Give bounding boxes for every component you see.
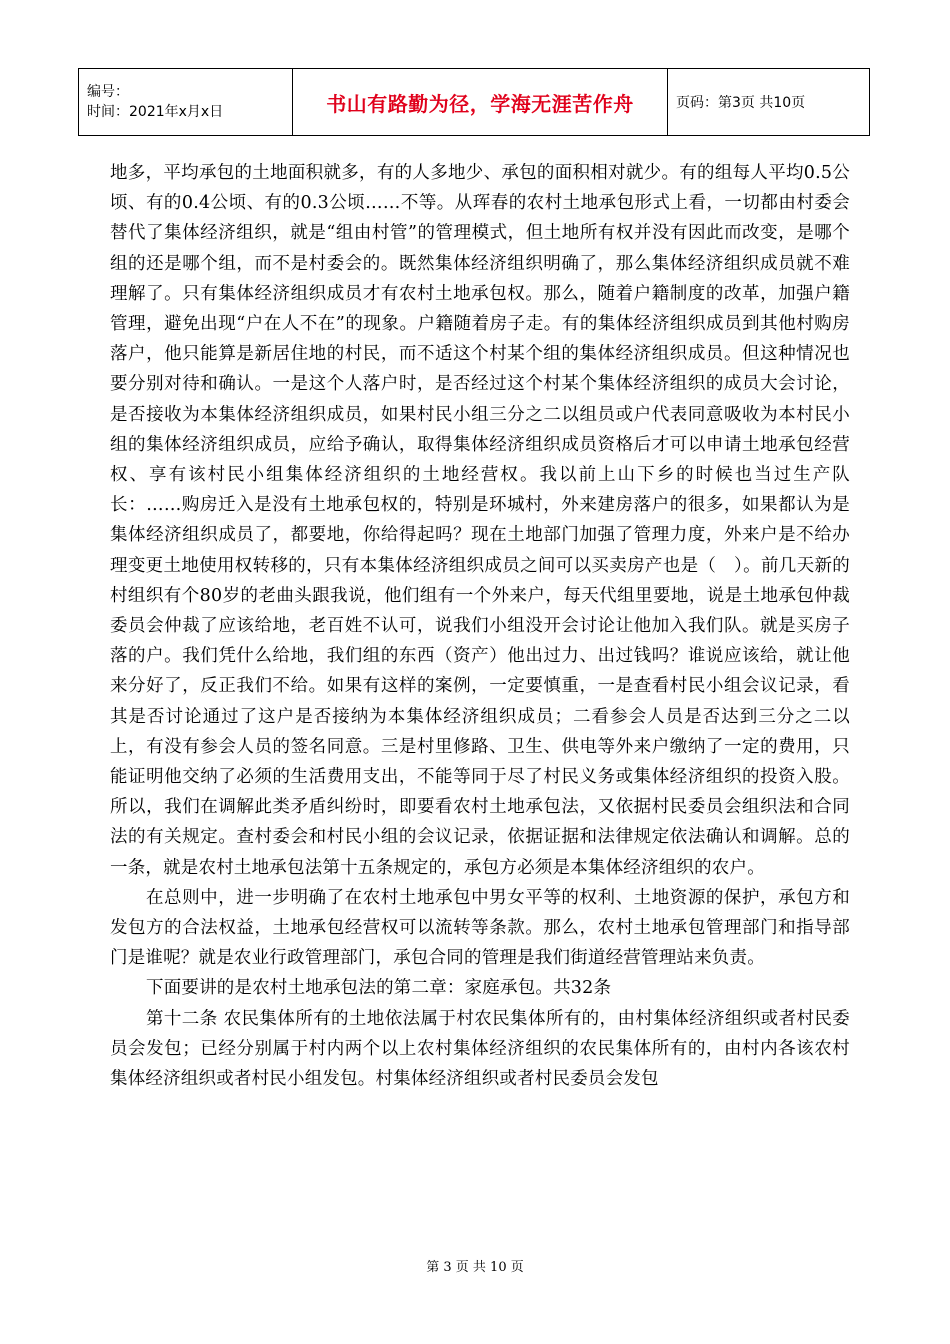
page-footer: 第 3 页 共 10 页 [426, 1260, 524, 1275]
header-meta-cell [79, 69, 293, 136]
paragraph: 地多，平均承包的土地面积就多，有的人多地少、承包的面积相对就少。有的组每人平均0.5公顷、有的0.4公顷、有的0.3公顷……不等。从珲春的农村土地承包形式上看，一切都由村委会替代了集体经济组织，就是“组由村管”的管理模式，但土地所有权并没有因此而改变，是哪个组的还是哪个组，而不是村委会的。既然集体经济组织明确了，那么集体经济组织成员就不难理解了。只有集体经济组织成员才有农村土地承包权。那么，随着户籍制度的改革，加强户籍管理，避免出现“户在人不在”的现象。户籍随着房子走。有的集体经济组织成员到其他村购房落户，他只能算是新居住地的村民，而不适这个村某个组的集体经济组织成员。但这种情况也要分别对待和确认。一是这个人落户时，是否经过这个村某个集体经济组织的成员大会讨论，是否接收为本集体经济组织成员，如果村民小组三分之二以组员或户代表同意吸收为本村民小组的集体经济组织成员，应给予确认，取得集体经济组织成员资格后才可以申请土地承包经营权、享有该村民小组集体经济组织的土地经营权。我以前上山下乡的时候也当过生产队长：……购房迁入是没有土地承包权的，特别是环城村，外来建房落户的很多，如果都认为是集体经济组织成员了，都要地，你给得起吗？现在土地部门加强了管理力度，外来户是不给办理变更土地使用权转移的，只有本集体经济组织成员之间可以买卖房产也是（ ）。前几天新的村组织有个80岁的老曲头跟我说，他们组有一个外来户，每天代组里要地，说是土地承包仲裁委员会仲裁了应该给地，老百姓不认可，说我们小组没开会讨论让他加入我们队。就是买房子落的户。我们凭什么给地，我们组的东西（资产）他出过力、出过钱吗？谁说应该给，就让他来分好了，反正我们不给。如果有这样的案例，一定要慎重，一是查看村民小组会议记录，看其是否讨论通过了这户是否接纳为本集体经济组织成员；二看参会人员是否达到三分之二以上，有没有参会人员的签名同意。三是村里修路、卫生、供电等外来户缴纳了一定的费用，只能证明他交纳了必须的生活费用支出，不能等同于尽了村民义务或集体经济组织的投资入股。所以，我们在调解此类矛盾纠纷时，即要看农村土地承包法，又依据村民委员会组织法和合同法的有关规定。查村委会和村民小组的会议记录，依据证据和法律规定依法确认和调解。总的一条，就是农村土地承包法第十五条规定的，承包方必须是本集体经济组织的农户。 [110, 163, 850, 878]
header-motto-cell [293, 69, 668, 136]
document-date-label: 时间：2021年x月x日 [87, 104, 224, 120]
document-body [110, 158, 850, 1094]
document-number-label: 编号： [87, 84, 129, 100]
header-page-cell [668, 69, 870, 136]
paragraph: 在总则中，进一步明确了在农村土地承包中男女平等的权利、土地资源的保护，承包方和发包方的合法权益，土地承包经营权可以流转等条款。那么，农村土地承包管理部门和指导部门是谁呢？就是农业行政管理部门，承包合同的管理是我们街道经营管理站来负责。 [110, 887, 850, 969]
paragraph: 下面要讲的是农村土地承包法的第二章：家庭承包。共32条 [146, 978, 612, 999]
paragraph: 第十二条 农民集体所有的土地依法属于村农民集体所有的，由村集体经济组织或者村民委员会发包；已经分别属于村内两个以上农村集体经济组织的农民集体所有的，由村内各该农村集体经济组织或者村民小组发包。村集体经济组织或者村民委员会发包 [110, 1008, 850, 1090]
header-page-label: 页码：第3页 共10页 [676, 95, 806, 111]
header-motto: 书山有路勤为径，学海无涯苦作舟 [326, 91, 634, 116]
page-header [78, 68, 870, 136]
